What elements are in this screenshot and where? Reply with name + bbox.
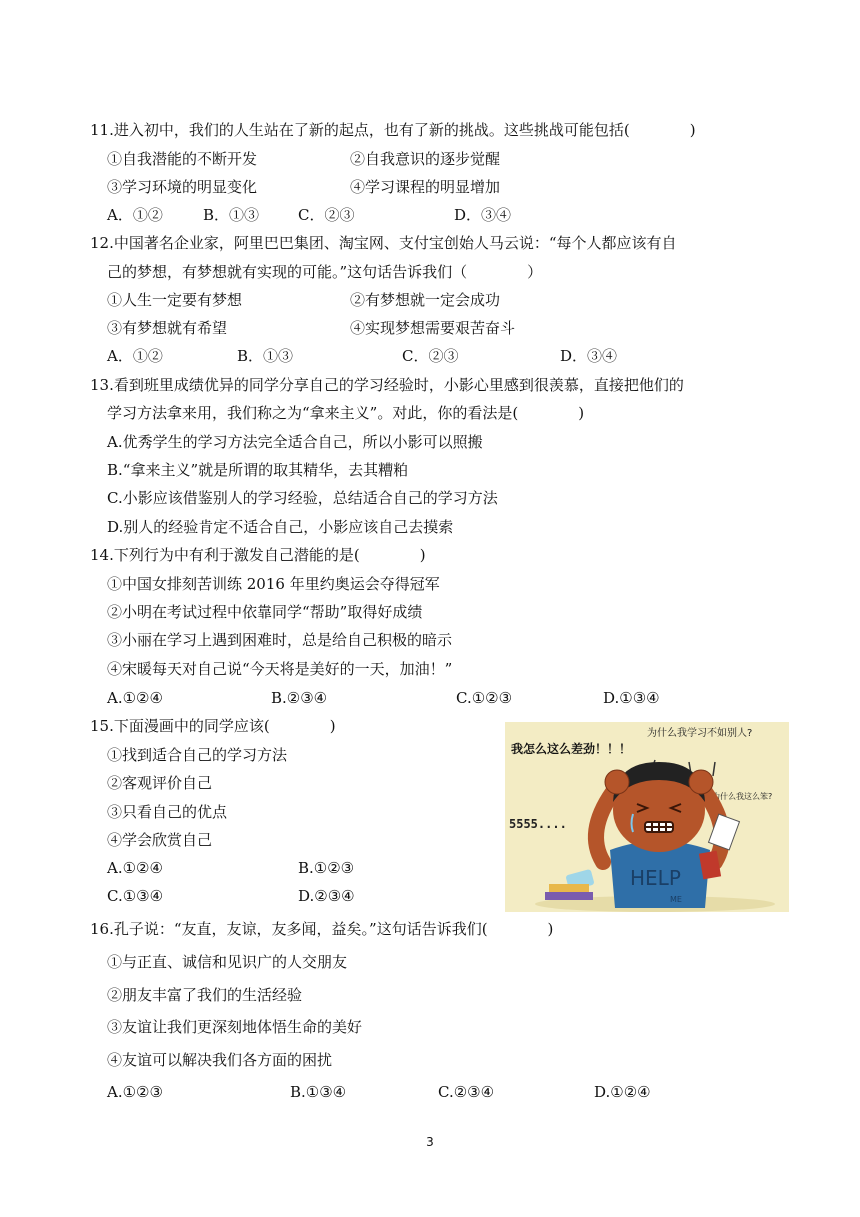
q11-choice-a: A．①②	[107, 206, 163, 224]
q16-statement-3: ③友谊让我们更深刻地体悟生命的美好	[107, 1018, 363, 1036]
q15-statement-3: ③只看自己的优点	[107, 803, 228, 821]
q12-statement-1: ①人生一定要有梦想	[107, 291, 243, 309]
q15-statement-4: ④学会欣赏自己	[107, 831, 213, 849]
q14-statement-2: ②小明在考试过程中依靠同学“帮助”取得好成绩	[107, 603, 423, 621]
q12-statement-2: ②有梦想就一定会成功	[350, 291, 501, 309]
q14-statement-4: ④宋暖每天对自己说“今天将是美好的一天，加油！”	[107, 660, 453, 678]
q12-statement-3: ③有梦想就有希望	[107, 319, 228, 337]
q11-choice-b: B．①③	[203, 206, 260, 224]
q12-statement-4: ④实现梦想需要艰苦奋斗	[350, 319, 516, 337]
question-15-stem: 15.下面漫画中的同学应该( )	[90, 717, 336, 735]
cartoon-thought-main: 我怎么这么差劲！！！	[511, 742, 632, 756]
q11-statement-3: ③学习环境的明显变化	[107, 178, 258, 196]
q14-choice-d: D.①③④	[603, 689, 660, 707]
cartoon-thought-side: 为什么我这么笨?	[712, 792, 773, 801]
q16-choice-c: C.②③④	[438, 1083, 495, 1101]
question-13-stem-line-2: 学习方法拿来用，我们称之为“拿来主义”。对此，你的看法是( )	[107, 404, 585, 422]
q11-statement-1: ①自我潜能的不断开发	[107, 150, 258, 168]
q11-statement-2: ②自我意识的逐步觉醒	[350, 150, 501, 168]
q14-choice-b: B.②③④	[271, 689, 328, 707]
q12-choice-b: B．①③	[237, 347, 294, 365]
q16-statement-2: ②朋友丰富了我们的生活经验	[107, 986, 303, 1004]
q16-statement-4: ④友谊可以解决我们各方面的困扰	[107, 1051, 333, 1069]
page-number: 3	[426, 1135, 434, 1149]
q15-statement-1: ①找到适合自己的学习方法	[107, 746, 288, 764]
q14-statement-1: ①中国女排刻苦训练 2016 年里约奥运会夺得冠军	[107, 575, 440, 593]
q12-choice-a: A．①②	[107, 347, 163, 365]
question-16-stem: 16.孔子说：“友直，友谅，友多闻，益矣。”这句话告诉我们( )	[90, 920, 554, 938]
q16-statement-1: ①与正直、诚信和见识广的人交朋友	[107, 953, 348, 971]
q13-choice-d: D.别人的经验肯定不适合自己，小影应该自己去摸索	[107, 518, 454, 536]
stressed-student-cartoon	[505, 722, 789, 912]
q15-choice-b: B.①②③	[298, 859, 355, 877]
q13-choice-a: A.优秀学生的学习方法完全适合自己，所以小影可以照搬	[107, 433, 483, 451]
q16-choice-a: A.①②③	[107, 1083, 163, 1101]
q11-statement-4: ④学习课程的明显增加	[350, 178, 501, 196]
question-13-stem-line-1: 13.看到班里成绩优异的同学分享自己的学习经验时，小影心里感到很羡慕，直接把他们的	[90, 376, 684, 394]
q14-choice-c: C.①②③	[456, 689, 513, 707]
q14-choice-a: A.①②④	[107, 689, 163, 707]
q15-choice-a: A.①②④	[107, 859, 163, 877]
q16-choice-d: D.①②④	[594, 1083, 651, 1101]
cartoon-crying-text: 5555....	[509, 817, 567, 831]
q15-choice-c: C.①③④	[107, 887, 164, 905]
q12-choice-d: D．③④	[560, 347, 618, 365]
q14-statement-3: ③小丽在学习上遇到困难时，总是给自己积极的暗示	[107, 631, 453, 649]
question-14-stem: 14.下列行为中有利于激发自己潜能的是( )	[90, 546, 426, 564]
q15-statement-2: ②客观评价自己	[107, 774, 213, 792]
q13-choice-c: C.小影应该借鉴别人的学习经验，总结适合自己的学习方法	[107, 489, 498, 507]
shirt-help-text: HELP	[630, 866, 681, 890]
q13-choice-b: B.“拿来主义”就是所谓的取其精华，去其糟粕	[107, 461, 409, 479]
question-12-stem-line-2: 己的梦想，有梦想就有实现的可能。”这句话告诉我们（ ）	[107, 263, 543, 281]
q11-choice-c: C．②③	[298, 206, 355, 224]
shirt-me-text: ME	[670, 895, 682, 904]
question-11-stem: 11.进入初中，我们的人生站在了新的起点，也有了新的挑战。这些挑战可能包括( )	[90, 121, 696, 139]
cartoon-thought-top: 为什么我学习不如别人?	[647, 728, 753, 739]
q16-choice-b: B.①③④	[290, 1083, 347, 1101]
question-12-stem-line-1: 12.中国著名企业家，阿里巴巴集团、淘宝网、支付宝创始人马云说：“每个人都应该有自	[90, 234, 677, 252]
q11-choice-d: D．③④	[454, 206, 512, 224]
q15-choice-d: D.②③④	[298, 887, 355, 905]
q12-choice-c: C．②③	[402, 347, 459, 365]
